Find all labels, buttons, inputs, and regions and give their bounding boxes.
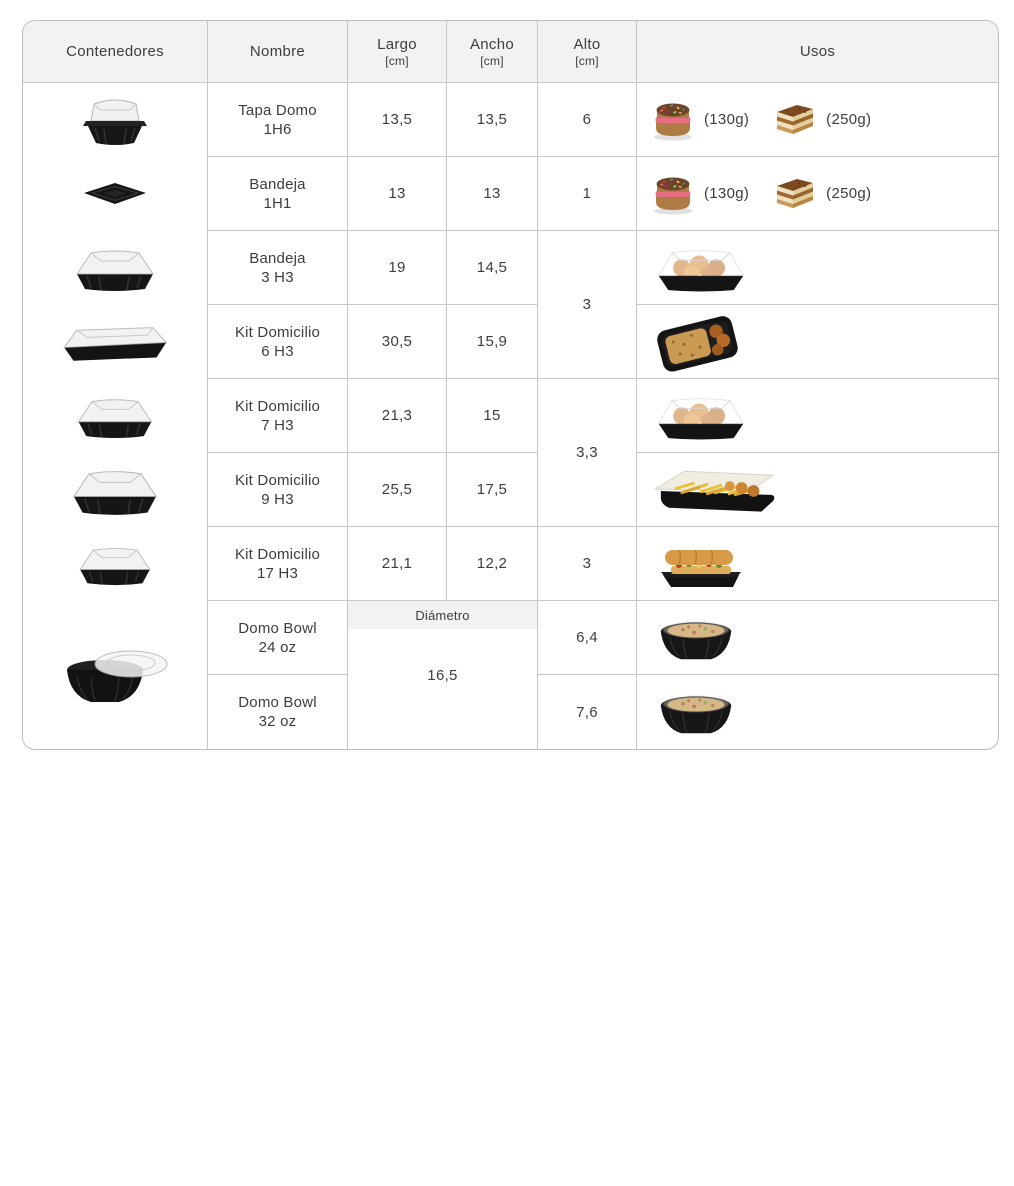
diametro-merged-cell — [348, 601, 538, 749]
ancho-cell: 13 — [447, 157, 538, 231]
header-alto-label: Alto — [573, 35, 601, 53]
header-usos: Usos — [637, 21, 998, 83]
nombre-line2: 9 H3 — [261, 490, 294, 508]
cake-weight-label: (130g) — [704, 111, 750, 128]
alto-merged-cell: 3 — [538, 231, 637, 379]
nombre-line1: Domo Bowl — [238, 694, 317, 711]
ancho-cell: 14,5 — [447, 231, 538, 305]
open-tray-rice-chicken-photo — [651, 311, 743, 373]
alto-cell: 3 — [538, 527, 637, 601]
nombre-cell — [208, 601, 348, 675]
contenedores-images-cell — [23, 83, 208, 749]
usos-cell — [637, 157, 998, 231]
ancho-cell: 12,2 — [447, 527, 538, 601]
kit-domicilio-17h3-photo — [23, 527, 207, 601]
usos-cell — [637, 675, 998, 749]
kit-domicilio-9h3-photo — [23, 453, 207, 527]
kit-domicilio-7h3-photo — [23, 379, 207, 453]
largo-cell: 13,5 — [348, 83, 447, 157]
closed-tray-chicken-wings-photo — [651, 241, 751, 295]
nombre-cell — [208, 453, 348, 527]
nombre-line2: 3 H3 — [261, 268, 294, 286]
table-row — [23, 83, 998, 157]
alto-cell: 6 — [538, 83, 637, 157]
nombre-line1: Bandeja — [249, 175, 306, 193]
closed-tray-chicken-wings-photo — [651, 389, 751, 443]
ancho-cell: 15,9 — [447, 305, 538, 379]
nombre-line1: Tapa Domo — [238, 101, 317, 119]
header-ancho-unit: [cm] — [480, 53, 504, 68]
largo-cell: 25,5 — [348, 453, 447, 527]
header-largo-label: Largo — [377, 35, 417, 53]
largo-cell: 21,1 — [348, 527, 447, 601]
nombre-cell — [208, 83, 348, 157]
usos-cell — [637, 305, 998, 379]
header-ancho-label: Ancho — [469, 35, 515, 53]
usos-cell — [637, 83, 998, 157]
diametro-subheader: Diámetro — [348, 601, 537, 629]
nombre-line2: 1H1 — [263, 194, 292, 212]
ancho-cell: 17,5 — [447, 453, 538, 527]
largo-cell: 13 — [348, 157, 447, 231]
nombre-line2: 1H6 — [263, 120, 292, 138]
usos-cell — [637, 453, 998, 527]
sealed-bowl-meal-photo — [651, 687, 741, 737]
nombre-line2: 24 oz — [258, 638, 297, 656]
usos-cell — [637, 601, 998, 675]
header-largo-unit: [cm] — [385, 53, 409, 68]
nombre-line2: 7 H3 — [261, 416, 294, 434]
header-alto-unit: [cm] — [575, 53, 599, 68]
header-alto — [538, 21, 637, 83]
product-spec-table — [22, 20, 999, 750]
nombre-cell — [208, 379, 348, 453]
header-largo — [348, 21, 447, 83]
nombre-cell — [208, 157, 348, 231]
containers-table — [23, 21, 998, 749]
largo-cell: 30,5 — [348, 305, 447, 379]
nombre-line1: Kit Domicilio — [234, 545, 321, 563]
largo-cell: 19 — [348, 231, 447, 305]
nombre-line2: 6 H3 — [261, 342, 294, 360]
tiramisu-icon — [771, 100, 817, 140]
alto-merged-cell: 3,3 — [538, 379, 637, 527]
alto-cell: 1 — [538, 157, 637, 231]
nombre-line1: Kit Domicilio — [234, 323, 321, 341]
nombre-cell — [208, 675, 348, 749]
usos-cell — [637, 527, 998, 601]
diametro-value: 16,5 — [427, 666, 458, 684]
bandeja-1h1-photo — [23, 157, 207, 231]
birthday-cake-icon — [651, 99, 695, 141]
kit-domicilio-6h3-photo — [23, 305, 207, 379]
birthday-cake-icon — [651, 173, 695, 215]
header-nombre: Nombre — [208, 21, 348, 83]
nombre-line1: Kit Domicilio — [234, 397, 321, 415]
tiramisu-icon — [771, 174, 817, 214]
alto-cell: 7,6 — [538, 675, 637, 749]
nombre-line2: 17 H3 — [256, 564, 299, 582]
nombre-cell — [208, 527, 348, 601]
header-row — [23, 21, 998, 83]
usos-cell — [637, 379, 998, 453]
nombre-cell — [208, 305, 348, 379]
largo-cell: 21,3 — [348, 379, 447, 453]
tapa-domo-1h6-photo — [23, 83, 207, 157]
sealed-bowl-meal-photo — [651, 613, 741, 663]
alto-cell: 6,4 — [538, 601, 637, 675]
sandwich-tray-photo — [651, 539, 747, 589]
domo-bowl-photo — [23, 601, 207, 749]
nombre-cell — [208, 231, 348, 305]
tiramisu-weight-label: (250g) — [826, 185, 872, 202]
usos-cell — [637, 231, 998, 305]
ancho-cell: 15 — [447, 379, 538, 453]
nombre-line1: Domo Bowl — [238, 619, 317, 637]
nombre-line1: Bandeja — [249, 249, 306, 267]
nombre-line1: Kit Domicilio — [234, 471, 321, 489]
cake-weight-label: (130g) — [704, 185, 750, 202]
long-tray-fries-nuggets-photo — [651, 463, 787, 517]
nombre-line2: 32 oz — [258, 713, 297, 730]
bandeja-3h3-photo — [23, 231, 207, 305]
ancho-cell: 13,5 — [447, 83, 538, 157]
header-ancho — [447, 21, 538, 83]
header-contenedores: Contenedores — [23, 21, 208, 83]
tiramisu-weight-label: (250g) — [826, 111, 872, 128]
